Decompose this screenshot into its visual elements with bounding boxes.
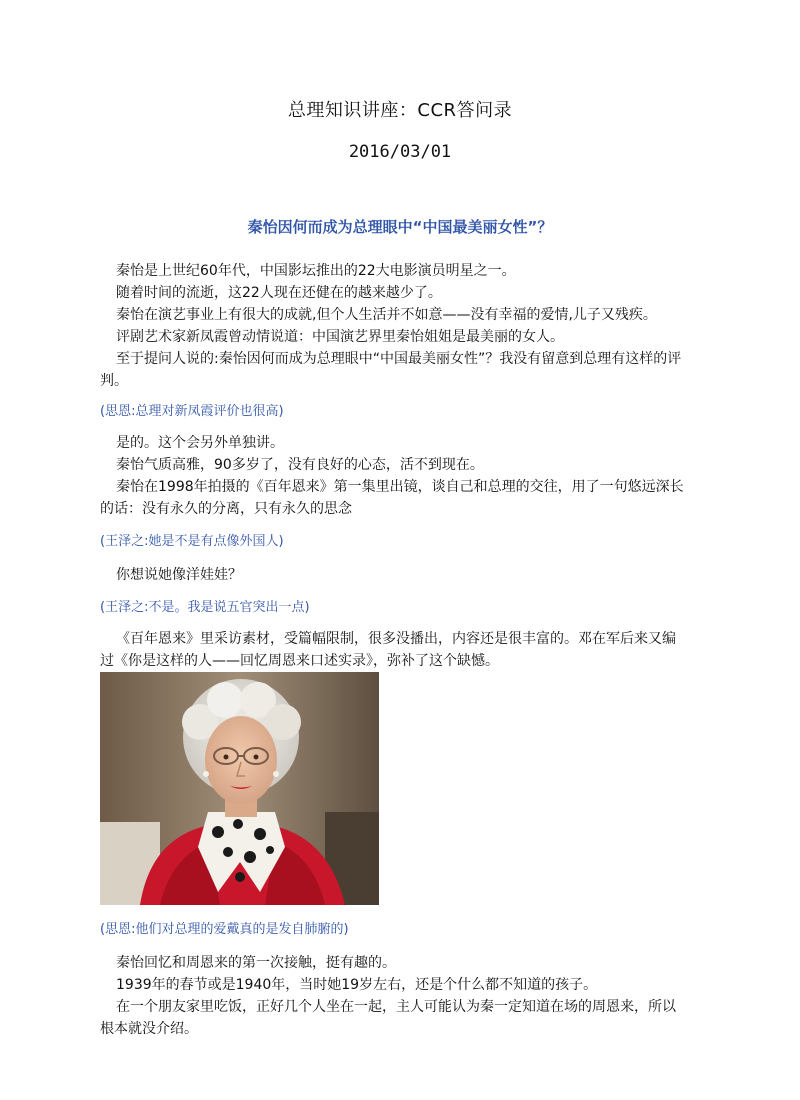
questioner-remark: (思恩:总理对新凤霞评价也很高) bbox=[100, 404, 284, 419]
paragraph: 你想说她像洋娃娃？ bbox=[116, 567, 242, 583]
paragraph: 秦怡回忆和周恩来的第一次接触，挺有趣的。 bbox=[116, 955, 396, 971]
paragraph: 至于提问人说的:秦怡因何而成为总理眼中“中国最美丽女性”？我没有留意到总理有这样的评判。 bbox=[100, 351, 682, 389]
paragraph: 秦怡在1998年拍摄的《百年恩来》第一集里出镜，谈自己和总理的交往，用了一句悠远深长的话：没有永久的分离，只有永久的思念 bbox=[100, 479, 684, 517]
portrait-photo bbox=[100, 672, 379, 905]
paragraph: 1939年的春节或是1940年，当时她19岁左右，还是个什么都不知道的孩子。 bbox=[116, 977, 598, 993]
paragraph: 随着时间的流逝，这22人现在还健在的越来越少了。 bbox=[116, 285, 442, 301]
paragraph: 秦怡在演艺事业上有很大的成就,但个人生活并不如意——没有幸福的爱情,儿子又残疾。 bbox=[116, 307, 657, 323]
portrait-illustration bbox=[100, 672, 379, 905]
paragraph: 秦怡气质高雅，90多岁了，没有良好的心态，活不到现在。 bbox=[116, 457, 484, 473]
paragraph: 评剧艺术家新凤霞曾动情说道：中国演艺界里秦怡姐姐是最美丽的女人。 bbox=[116, 329, 564, 345]
questioner-remark: (王泽之:她是不是有点像外国人) bbox=[100, 534, 284, 549]
paragraph: 是的。这个会另外单独讲。 bbox=[116, 435, 284, 451]
question-heading: 秦怡因何而成为总理眼中“中国最美丽女性”？ bbox=[247, 218, 553, 236]
paragraph: 秦怡是上世纪60年代，中国影坛推出的22大电影演员明星之一。 bbox=[116, 263, 516, 279]
document-date: 2016/03/01 bbox=[348, 142, 452, 162]
questioner-remark: (王泽之:不是。我是说五官突出一点) bbox=[100, 600, 310, 615]
document-title: 总理知识讲座：CCR答问录 bbox=[287, 100, 513, 121]
questioner-remark: (思恩:他们对总理的爱戴真的是发自肺腑的) bbox=[100, 922, 349, 937]
paragraph: 在一个朋友家里吃饭，正好几个人坐在一起，主人可能认为秦一定知道在场的周恩来，所以根本就没介绍。 bbox=[100, 999, 676, 1037]
paragraph: 《百年恩来》里采访素材，受篇幅限制，很多没播出，内容还是很丰富的。邓在军后来又编过《你是这样的人——回忆周恩来口述实录》，弥补了这个缺憾。 bbox=[100, 631, 676, 669]
